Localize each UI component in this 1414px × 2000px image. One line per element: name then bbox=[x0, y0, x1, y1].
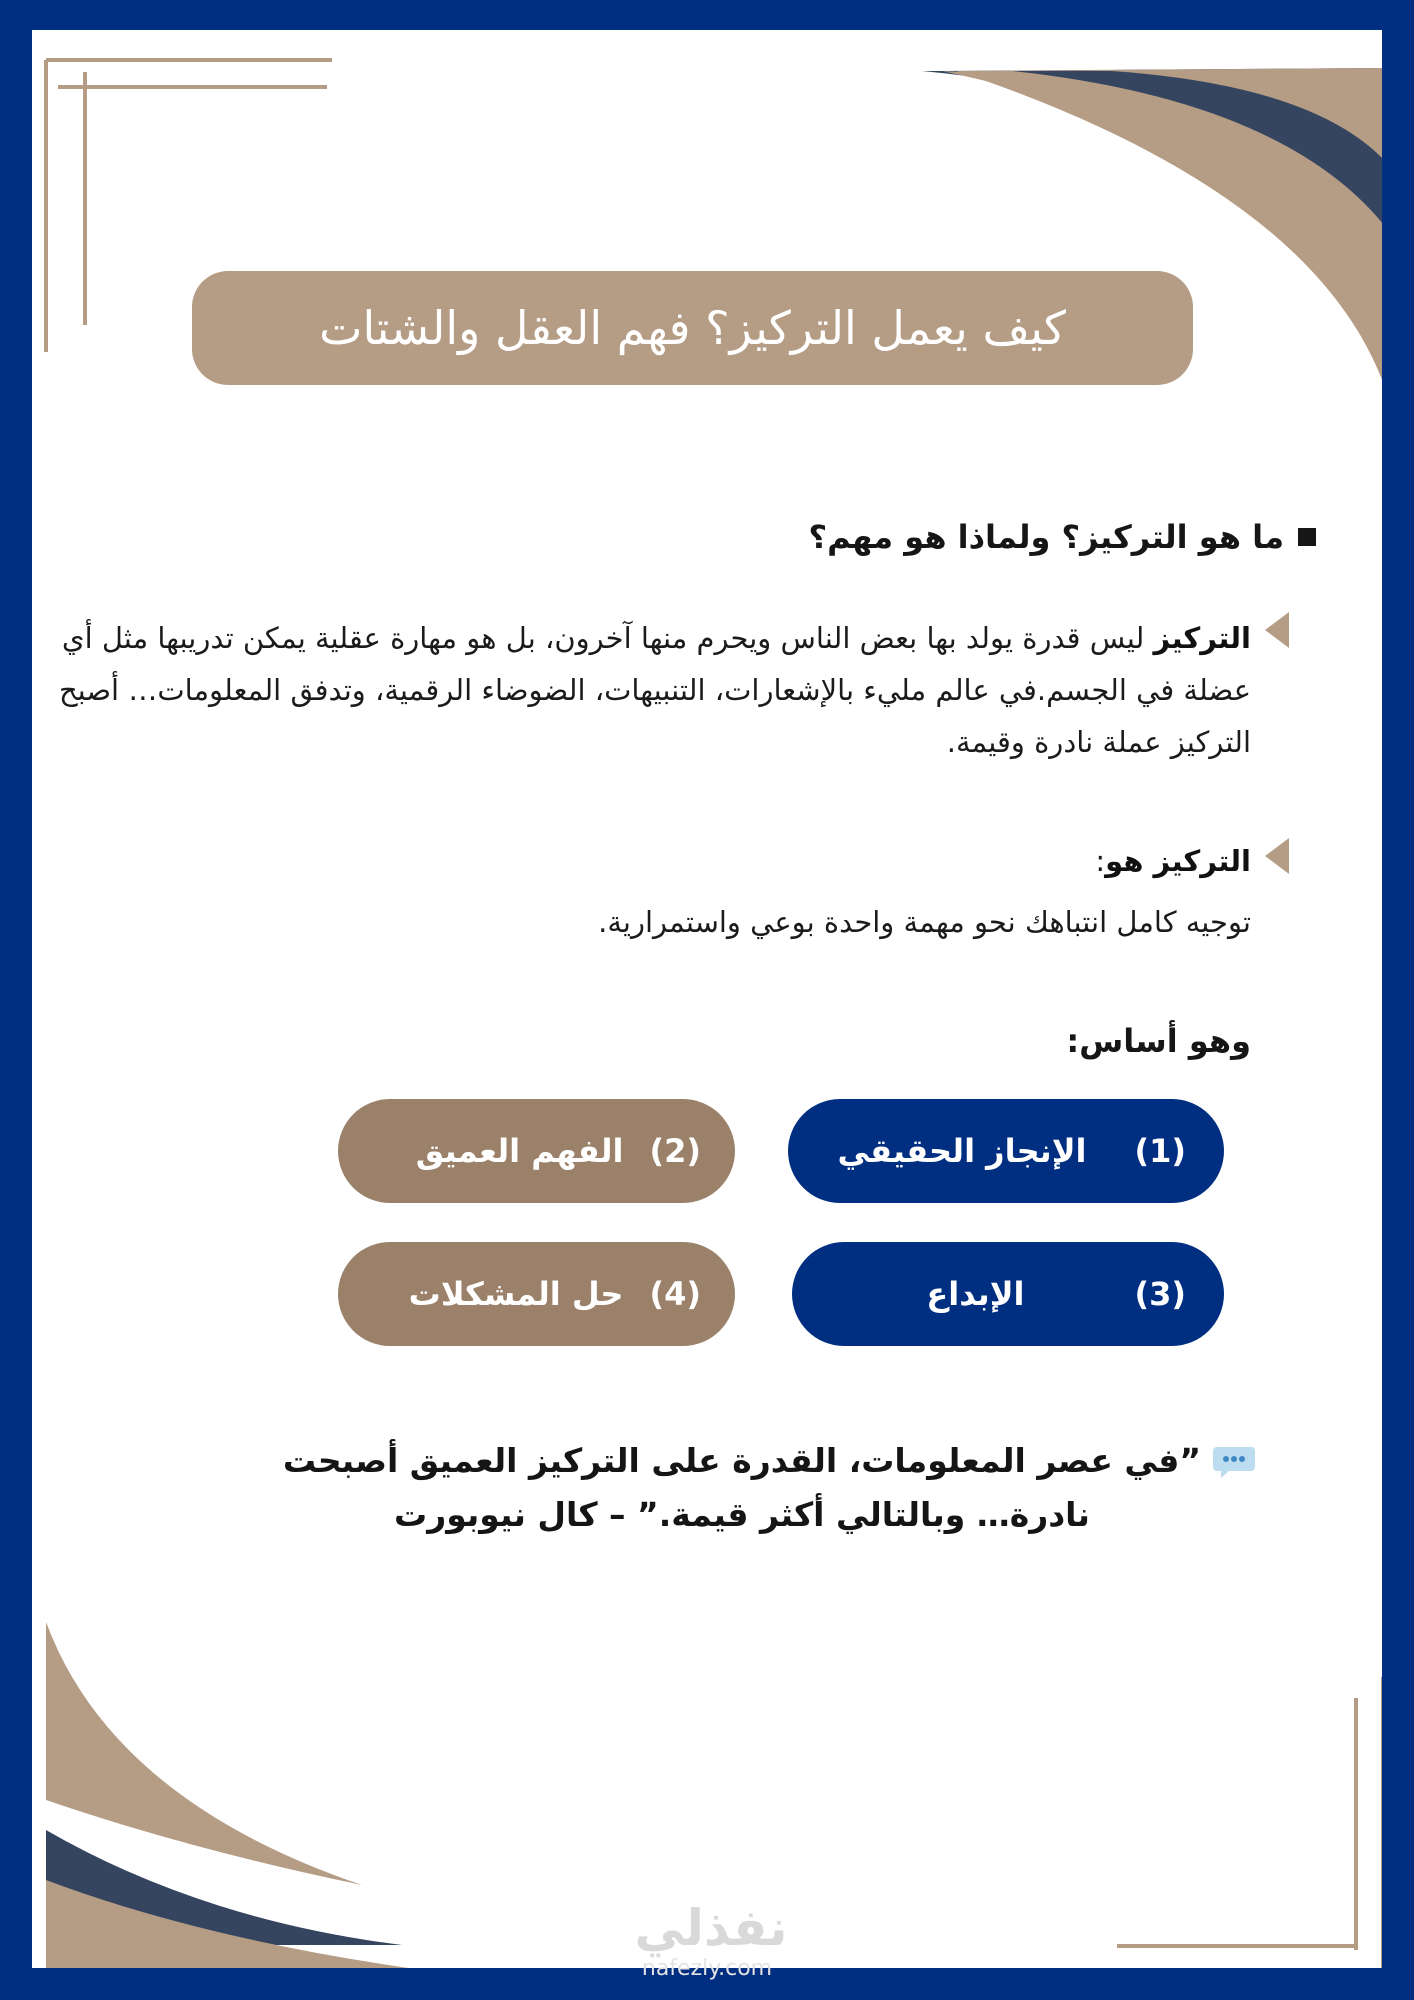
foundation-label: الإبداع bbox=[926, 1275, 1025, 1313]
watermark-logo bbox=[606, 1900, 816, 1956]
watermark-arabic: نفذلي bbox=[634, 1899, 788, 1957]
foundation-number: (4) bbox=[649, 1275, 701, 1313]
foundation-pill-2 bbox=[338, 1099, 735, 1203]
quote-line-1: ”في عصر المعلومات، القدرة على التركيز العميق أصبحت bbox=[282, 1441, 1202, 1480]
corner-lines-bottom-right bbox=[1032, 1630, 1382, 1968]
basis-heading: وهو أساس: bbox=[1066, 1022, 1251, 1060]
triangle-bullet-icon bbox=[1265, 612, 1289, 648]
swoosh-bottom-left bbox=[32, 1590, 552, 1968]
document-page bbox=[32, 30, 1382, 1968]
section-heading bbox=[809, 518, 1316, 556]
foundation-number: (3) bbox=[1134, 1275, 1186, 1313]
intro-text: ليس قدرة يولد بها بعض الناس ويحرم منها آخرون، بل هو مهارة عقلية يمكن تدريبها مثل أي عضلة في الجسم.في عالم مليء بالإشعارات، التنبيهات، الضوضاء الرقمية، وتدفق المعلومات… أصبح التركيز عملة نادرة وقيمة. bbox=[58, 621, 1251, 759]
section-heading-text: ما هو التركيز؟ ولماذا هو مهم؟ bbox=[808, 518, 1284, 556]
square-bullet-icon bbox=[1298, 528, 1316, 546]
definition-heading bbox=[51, 835, 1251, 887]
definition-keyword: التركيز هو bbox=[1105, 844, 1251, 878]
title-banner bbox=[192, 271, 1193, 385]
foundation-label: الإنجاز الحقيقي bbox=[837, 1132, 1087, 1170]
foundation-pill-3 bbox=[792, 1242, 1224, 1346]
definition-colon: : bbox=[1095, 844, 1106, 878]
intro-keyword: التركيز bbox=[1153, 621, 1251, 655]
watermark-url bbox=[597, 1956, 817, 1982]
definition-text: توجيه كامل انتباهك نحو مهمة واحدة بوعي واستمرارية. bbox=[598, 905, 1251, 939]
foundation-pill-1 bbox=[788, 1099, 1224, 1203]
foundation-label: حل المشكلات bbox=[408, 1275, 624, 1313]
intro-paragraph bbox=[51, 612, 1251, 768]
page-title: كيف يعمل التركيز؟ فهم العقل والشتات bbox=[319, 301, 1066, 355]
triangle-bullet-icon bbox=[1265, 838, 1289, 874]
foundation-number: (2) bbox=[649, 1132, 701, 1170]
foundation-number: (1) bbox=[1134, 1132, 1186, 1170]
quote-line-2: نادرة… وبالتالي أكثر قيمة.” – كال نيوبورت bbox=[394, 1495, 1090, 1534]
foundation-pill-4 bbox=[338, 1242, 735, 1346]
foundation-label: الفهم العميق bbox=[415, 1132, 624, 1170]
quote-block bbox=[192, 1434, 1292, 1542]
watermark-latin: nafezly.com bbox=[641, 1956, 773, 1981]
